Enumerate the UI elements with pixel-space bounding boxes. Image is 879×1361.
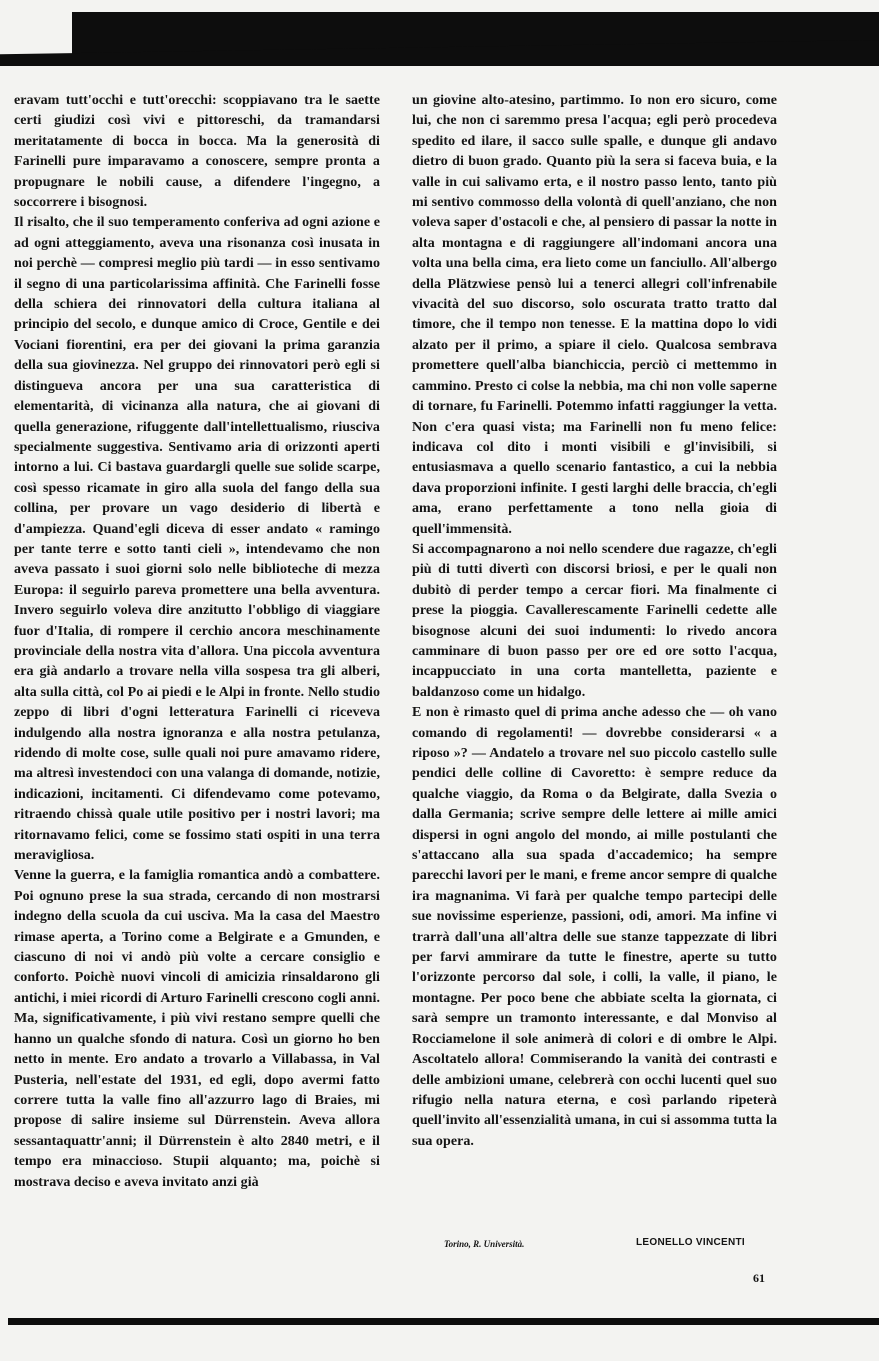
page-number: 61	[753, 1271, 765, 1285]
bottom-black-rule	[8, 1318, 879, 1325]
place-affiliation: Torino, R. Università.	[444, 1239, 525, 1249]
paragraph: E non è rimasto quel di prima anche adesso che — oh vano comando di regolamenti! — dovrebbe considerarsi « a riposo »? — Andatelo a trovare nel suo piccolo castello sulle pendici delle colline di Cavoretto: è sempre reduce da qualche viaggio, da Roma o da Belgirate, dalla Svezia o dalla Germania; scrive sempre delle lettere ai mille amici dispersi in ogni angolo del mondo, ai mille postulanti che s'attaccano alla sua spada d'accademico; ha sempre parecchi lavori per le mani, e freme ancor sempre di qualche ira magnanima. Vi farà per qualche tempo partecipi delle sue novissime esperienze, passioni, odi, amori. Ma infine vi trarrà dall'una all'altra delle sue stanze tappezzate di libri per farvi ammirare da tutte le finestre, aperte su tutto l'orizzonte percorso dal sole, i colli, la valle, il piano, le montagne. Per poco bene che abbiate scelta la giornata, ci sarà sempre un tramonto interessante, e dal Monviso al Rocciamelone il sole animerà di colori e di ombre le Alpi. Ascoltatelo allora! Commiserando la vanità dei contrasti e delle ambizioni umane, celebrerà con occhi lucenti quel suo rifugio nella natura eterna, e così parlando ripeterà quell'invito all'essenzialità umana, in cui si assomma tutta la sua opera.	[412, 705, 777, 1149]
paragraph: eravam tutt'occhi e tutt'orecchi: scoppiavano tra le saette certi giudizi così vivi e pittoreschi, da tramandarsi meritatamente di bocca in bocca. Ma la generosità di Farinelli pure imparavamo a conoscere, sempre pronta a propugnare le nobili cause, a difendere l'ingegno, a soccorrere i bisognosi.	[14, 93, 380, 211]
paragraph: Si accompagnarono a noi nello scendere due ragazze, ch'egli più di tutti divertì con discorsi briosi, e per le quali non dubitò di perder tempo a cercar fiori. Ma finalmente ci prese la pioggia. Cavallerescamente Farinelli cedette alle bisognose alcuni dei suoi indumenti: lo rivedo ancora camminare di buon passo per ore ed ore sotto l'acqua, incappucciato in una corta mantelletta, paziente e baldanzoso come un hidalgo.	[412, 541, 777, 700]
paragraph: un giovine alto-atesino, partimmo. Io non ero sicuro, come lui, che non ci saremmo presa l'acqua; egli però procedeva spedito ed ilare, il sacco sulle spalle, e dunque gli andavo dietro di buon grado. Quanto più la sera si faceva buia, e la valle in cui salivamo erta, e il nostro passo lento, tanto più mi sentivo commosso della volontà di quell'anziano, che non voleva saper d'ostacoli e che, al pensiero di passar la notte in alta montagna e di raggiungere all'indomani ancora una volta una bella cima, era lieto come un fanciullo. All'albergo della Plätzwiese pensò lui a tenerci allegri coll'infrenabile vivacità del suo discorso, solo oscurata tratto tratto dal timore, che il tempo non tenesse. E la mattina dopo lo vidi alzato per il primo, a spiare il cielo. Qualcosa sembrava promettere quell'alba bianchiccia, perciò ci mettemmo in cammino. Presto ci colse la nebbia, ma chi non volle saperne di tornare, fu Farinelli. Potemmo infatti raggiunger la vetta. Non c'era quasi vista; ma Farinelli non fu meno felice: indicava col dito i monti visibili e gl'invisibili, si entusiasmava a quello scenario fantastico, a cui la nebbia dava proporzioni infinite. I gesti larghi delle braccia, ch'egli ama, erano perfettamente a tono nella gioia di quell'immensità.	[412, 93, 777, 537]
left-column	[14, 91, 380, 1193]
paragraph: Venne la guerra, e la famiglia romantica andò a combattere. Poi ognuno prese la sua strada, cercando di non mostrarsi indegno della scuola da cui usciva. Ma la casa del Maestro rimase aperta, a Torino come a Belgirate e a Gmunden, e ciascuno di noi vi andò più volte a cercare consiglio e conforto. Poichè nuovi vincoli di amicizia rinsaldarono gli antichi, i miei ricordi di Arturo Farinelli crescono cogli anni. Ma, significativamente, i più vivi restano sempre quelli che hanno un qualche sfondo di natura. Così un giorno ho ben netto in mente. Ero andato a trovarlo a Villabassa, in Val Pusteria, nell'estate del 1931, ed egli, dopo avermi fatto correre tutta la valle fino all'azzurro lago di Braies, mi propose di salire insieme sul Dürrenstein. Aveva allora sessantaquattr'anni; il Dürrenstein è alto 2840 metri, e il tempo era minaccioso. Stupii alquanto; ma, poichè si mostrava deciso e aveva invitato anzi già	[14, 868, 380, 1190]
paragraph: Il risalto, che il suo temperamento conferiva ad ogni azione e ad ogni atteggiamento, aveva una risonanza così inusata in noi perchè — compresi meglio più tardi — in esso sentivamo il segno di una particolarissima affinità. Che Farinelli fosse della schiera dei rinnovatori della cultura italiana al principio del secolo, e dunque amico di Croce, Gentile e dei Vociani fiorentini, era per dei giovani la prima garanzia della sua giovinezza. Nel gruppo dei rinnovatori però egli si distingueva ancora per una sua caratteristica di elementarità, di vicinanza alla natura, che ai giovani di quella generazione, rifuggente dall'intellettualismo, riusciva specialmente suggestiva. Sentivamo aria di orizzonti aperti intorno a lui. Ci bastava guardargli quelle sue solide scarpe, così spesso ricamate in giro alla suola del fango della sua collina, per provare un vago desiderio di libertà e d'ampiezza. Quand'egli diceva di esser andato « ramingo per tante terre e sotto tanti cieli », intendevamo che non aveva passato i suoi giorni solo nelle biblioteche di mezza Europa: il seguirlo pareva promettere una bella avventura. Invero seguirlo voleva dire anzitutto l'obbligo di viaggiare fuor d'Italia, di rompere il cerchio ancora meschinamente provinciale della nostra vita d'allora. Una piccola avventura era già andarlo a trovare nella villa sospesa tra gli alberi, alta sulla città, col Po ai piedi e le Alpi in fronte. Nello studio zeppo di libri d'ogni letteratura Farinelli ci riceveva indulgendo alla nostra ignoranza e alla nostra petulanza, ridendo di molte cose, sulle quali noi pure amavamo ridere, ma altresì investendoci con una valanga di domande, notizie, indicazioni, incitamenti. Ci difendevamo come potevamo, ritraendo chissà quale utile positivo per i nostri lavori; ma ritornavamo felici, come se fossimo stati ospiti in una terra meravigliosa.	[14, 215, 380, 864]
author-signature: LEONELLO VINCENTI	[636, 1237, 745, 1248]
right-column	[412, 91, 777, 1152]
